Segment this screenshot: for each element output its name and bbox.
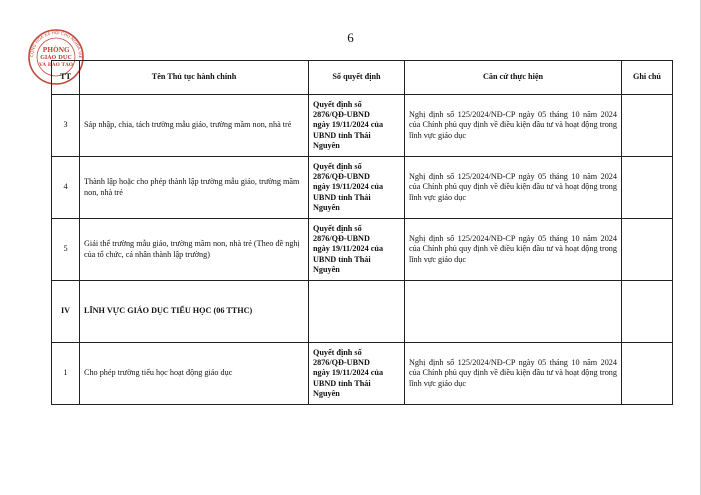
decision-line: Quyết định số	[313, 347, 362, 357]
section-title: LĨNH VỰC GIÁO DỤC TIỂU HỌC (06 TTHC)	[80, 281, 309, 343]
table-header-row	[52, 61, 673, 95]
decision-line: UBND tỉnh Thái	[313, 130, 371, 140]
decision-line: 2876/QĐ-UBND	[313, 110, 370, 120]
table-row	[52, 219, 673, 281]
stamp-line-2: GIÁO DỤC	[40, 55, 72, 61]
table-row	[52, 157, 673, 219]
decision-line: Quyết định số	[313, 223, 362, 233]
decision-line: Nguyên	[313, 202, 340, 212]
decision-number	[309, 281, 405, 343]
decision-line: Quyết định số	[313, 99, 362, 109]
procedure-name: Cho phép trường tiểu học hoạt động giáo dục	[80, 343, 309, 405]
page-number: 6	[347, 30, 354, 45]
decision-number	[309, 95, 405, 157]
notes-cell	[622, 219, 673, 281]
decision-line: 2876/QĐ-UBND	[313, 234, 370, 244]
decision-line: ngày 19/11/2024 của	[313, 120, 384, 130]
row-number: 4	[52, 157, 80, 219]
section-number: IV	[52, 281, 80, 343]
legal-basis	[405, 281, 622, 343]
procedure-name: Thành lập hoặc cho phép thành lập trường mẫu giáo, trường mầm non, nhà trẻ	[80, 157, 309, 219]
row-number: 5	[52, 219, 80, 281]
decision-line: UBND tỉnh Thái	[313, 254, 371, 264]
row-number: 1	[52, 343, 80, 405]
decision-line: 2876/QĐ-UBND	[313, 172, 370, 182]
stamp-line-3: VÀ ĐÀO TẠO	[39, 62, 73, 68]
legal-basis: Nghị định số 125/2024/NĐ-CP ngày 05 tháng 10 năm 2024 của Chính phủ quy định về điều kiện đầu tư và hoạt động trong lĩnh vực giáo dục	[405, 219, 622, 281]
section-row	[52, 281, 673, 343]
procedure-name: Sáp nhập, chia, tách trường mẫu giáo, trường mầm non, nhà trẻ	[80, 95, 309, 157]
stamp-line-1: PHÒNG	[42, 47, 70, 54]
header-notes: Ghi chú	[622, 61, 673, 95]
procedure-name: Giải thể trường mẫu giáo, trường mầm non, nhà trẻ (Theo đề nghị của tổ chức, cá nhân thành lập trường)	[80, 219, 309, 281]
decision-number	[309, 343, 405, 405]
decision-line: ngày 19/11/2024 của	[313, 182, 384, 192]
notes-cell	[622, 343, 673, 405]
decision-line: Quyết định số	[313, 161, 362, 171]
notes-cell	[622, 95, 673, 157]
header-decision-number: Số quyết định	[309, 61, 405, 95]
decision-line: Nguyên	[313, 264, 340, 274]
decision-line: UBND tỉnh Thái	[313, 378, 371, 388]
table-row	[52, 343, 673, 405]
decision-line: ngày 19/11/2024 của	[313, 244, 384, 254]
legal-basis: Nghị định số 125/2024/NĐ-CP ngày 05 tháng 10 năm 2024 của Chính phủ quy định về điều kiện đầu tư và hoạt động trong lĩnh vực giáo dục	[405, 343, 622, 405]
legal-basis: Nghị định số 125/2024/NĐ-CP ngày 05 tháng 10 năm 2024 của Chính phủ quy định về điều kiện đầu tư và hoạt động trong lĩnh vực giáo dục	[405, 157, 622, 219]
procedures-table	[51, 60, 673, 405]
header-procedure-name: Tên Thủ tục hành chính	[80, 61, 309, 95]
decision-number	[309, 157, 405, 219]
decision-line: Nguyên	[313, 140, 340, 150]
header-legal-basis: Căn cứ thực hiện	[405, 61, 622, 95]
decision-number	[309, 219, 405, 281]
decision-line: 2876/QĐ-UBND	[313, 358, 370, 368]
decision-line: UBND tỉnh Thái	[313, 192, 371, 202]
decision-line: ngày 19/11/2024 của	[313, 368, 384, 378]
table-row	[52, 95, 673, 157]
header-tt: TT	[52, 61, 80, 95]
row-number: 3	[52, 95, 80, 157]
stamp-ring-text: CỘNG HÒA XÃ HỘI CHỦ NGHĨA VIỆ	[28, 29, 84, 59]
legal-basis: Nghị định số 125/2024/NĐ-CP ngày 05 tháng 10 năm 2024 của Chính phủ quy định về điều kiện đầu tư và hoạt động trong lĩnh vực giáo dục	[405, 95, 622, 157]
notes-cell	[622, 281, 673, 343]
decision-line: Nguyên	[313, 388, 340, 398]
notes-cell	[622, 157, 673, 219]
